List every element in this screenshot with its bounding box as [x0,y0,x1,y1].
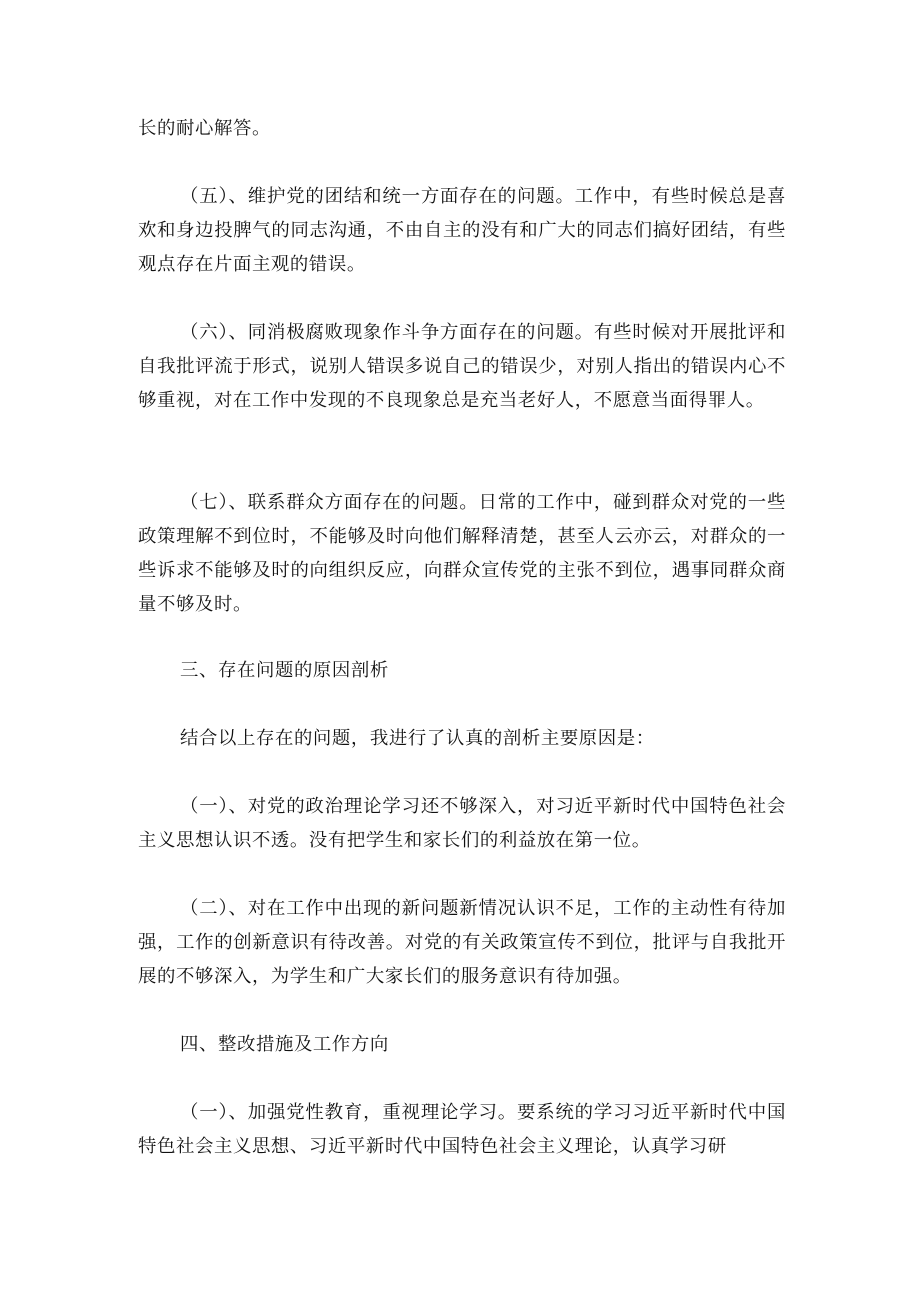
section-heading-3: 三、存在问题的原因剖析 [180,660,389,681]
paragraph-cause-1: （一）、对党的政治理论学习还不够深入，对习近平新时代中国特色社会主义思想认识不透。没有把学生和家长们的利益放在第一位。 [138,796,786,851]
paragraph-cause-2: （二）、对在工作中出现的新问题新情况认识不足，工作的主动性有待加强，工作的创新意识有待改善。对党的有关政策宣传不到位，批评与自我批开展的不够深入，为学生和广大家长们的服务意识有待加强。 [138,898,786,987]
section-heading-4: 四、整改措施及工作方向 [180,1034,389,1055]
paragraph-continuation: 长的耐心解答。 [138,118,271,139]
paragraph-item-6: （六）、同消极腐败现象作斗争方面存在的问题。有些时候对开展批评和自我批评流于形式，说别人错误多说自己的错误少，对别人指出的错误内心不够重视，对在工作中发现的不良现象总是充当老好人，不愿意当面得罪人。 [138,322,786,411]
paragraph-measure-1: （一）、加强党性教育，重视理论学习。要系统的学习习近平新时代中国特色社会主义思想、习近平新时代中国特色社会主义理论，认真学习研 [138,1102,786,1157]
paragraph-intro: 结合以上存在的问题，我进行了认真的剖析主要原因是： [180,728,655,749]
paragraph-item-5: （五）、维护党的团结和统一方面存在的问题。工作中，有些时候总是喜欢和身边投脾气的同志沟通，不由自主的没有和广大的同志们搞好团结，有些观点存在片面主观的错误。 [138,186,786,275]
paragraph-item-7: （七）、联系群众方面存在的问题。日常的工作中，碰到群众对党的一些政策理解不到位时，不能够及时向他们解释清楚，甚至人云亦云，对群众的一些诉求不能够及时的向组织反应，向群众宣传党的主张不到位，遇事同群众商量不够及时。 [138,492,786,615]
